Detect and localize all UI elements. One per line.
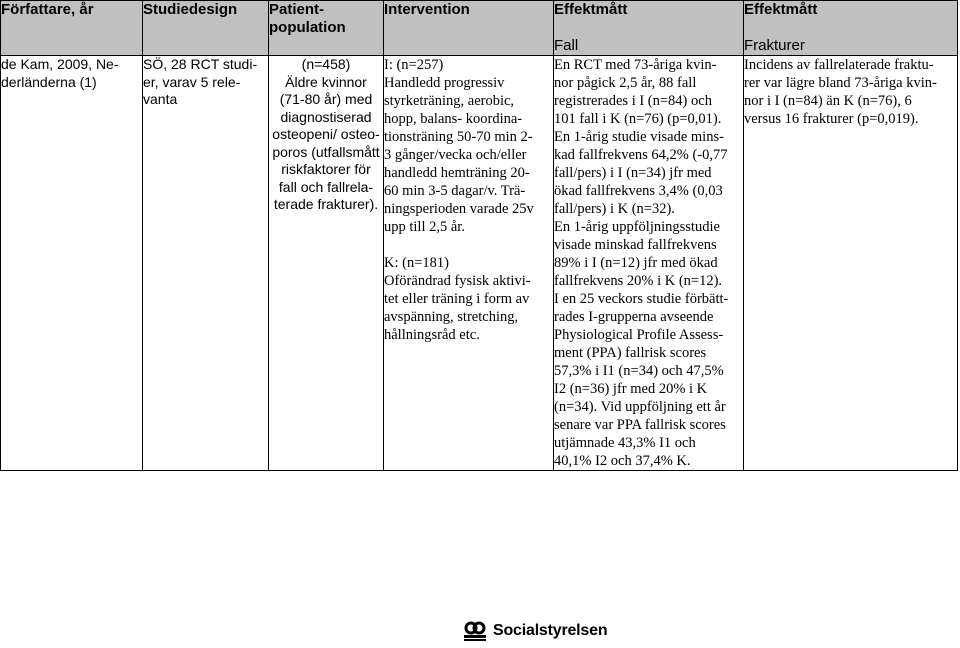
- subheader-fall: Fall: [554, 37, 744, 56]
- intervention-k-text: K: (n=181) Oförändrad fysisk aktivi- tet eller träning i form av avspänning, stretching, hållningsråd etc.: [384, 255, 531, 343]
- table-row: [1, 56, 958, 471]
- fracture-text: Incidens av fallrelaterade fraktu- rer var lägre bland 73-åriga kvin- nor i I (n=84) än K (n=76), 6 versus 16 frakturer (p=0,019).: [744, 57, 937, 127]
- cell-design: [143, 56, 269, 471]
- cell-fracture: [744, 56, 958, 471]
- header-design: Studiedesign: [143, 1, 269, 56]
- cell-fall: [554, 56, 744, 471]
- population-text: (n=458) Äldre kvinnor (71-80 år) med diagnostiserad osteopeni/ osteo- poros (utfallsmått riskfaktorer för fall och fallrela- terade frakturer).: [272, 56, 380, 212]
- header-population: Patient- population: [269, 1, 384, 56]
- socialstyrelsen-logo-icon: [462, 620, 488, 642]
- header-row: [1, 1, 958, 38]
- cell-intervention: [384, 56, 554, 471]
- header-author: Författare, år: [1, 1, 143, 56]
- subheader-fracture: Frakturer: [744, 37, 958, 56]
- logo-text: Socialstyrelsen: [493, 622, 608, 639]
- intervention-i-text: I: (n=257) Handledd progressiv styrketräning, aerobic, hopp, balans- koordina- tionsträning 50-70 min 2- 3 gånger/vecka och/eller handledd hemträning 20- 60 min 3-5 dagar/v. Trä- ningsperioden varade 25v upp till 2,5 år.: [384, 57, 534, 235]
- footer-logo: [462, 620, 607, 642]
- author-text: de Kam, 2009, Ne- derländerna (1): [1, 56, 119, 90]
- header-effect-fracture: Effektmått: [744, 1, 958, 38]
- cell-population: [269, 56, 384, 471]
- header-effect-fall: Effektmått: [554, 1, 744, 38]
- header-intervention: Intervention: [384, 1, 554, 56]
- cell-author: [1, 56, 143, 471]
- design-text: SÖ, 28 RCT studi- er, varav 5 rele- vanta: [143, 56, 258, 107]
- fall-text: En RCT med 73-åriga kvin- nor pågick 2,5 år, 88 fall registrerades i I (n=84) och 101 fall i K (n=76) (p=0,01). En 1-årig studie visade mins- kad fallfrekvens 64,2% (-0,77 fall/pers) i I (n=34) jfr med ökad fallfrekvens 3,4% (0,03 fall/pers) i K (n=32). En 1-årig uppföljningsstudie visade minskad fallfrekvens 89% i I (n=12) jfr med ökad fallfrekvens 20% i K (n=12). I en 25 veckors studie förbätt- rades I-grupperna avseende Physiological Profile Assess- ment (PPA) fallrisk scores 57,3% i I1 (n=34) och 47,5% I2 (n=36) jfr med 20% i K (n=34). Vid uppföljning ett år senare var PPA fallrisk scores utjämnade 43,3% I1 och 40,1% I2 och 37,4% K.: [554, 57, 729, 469]
